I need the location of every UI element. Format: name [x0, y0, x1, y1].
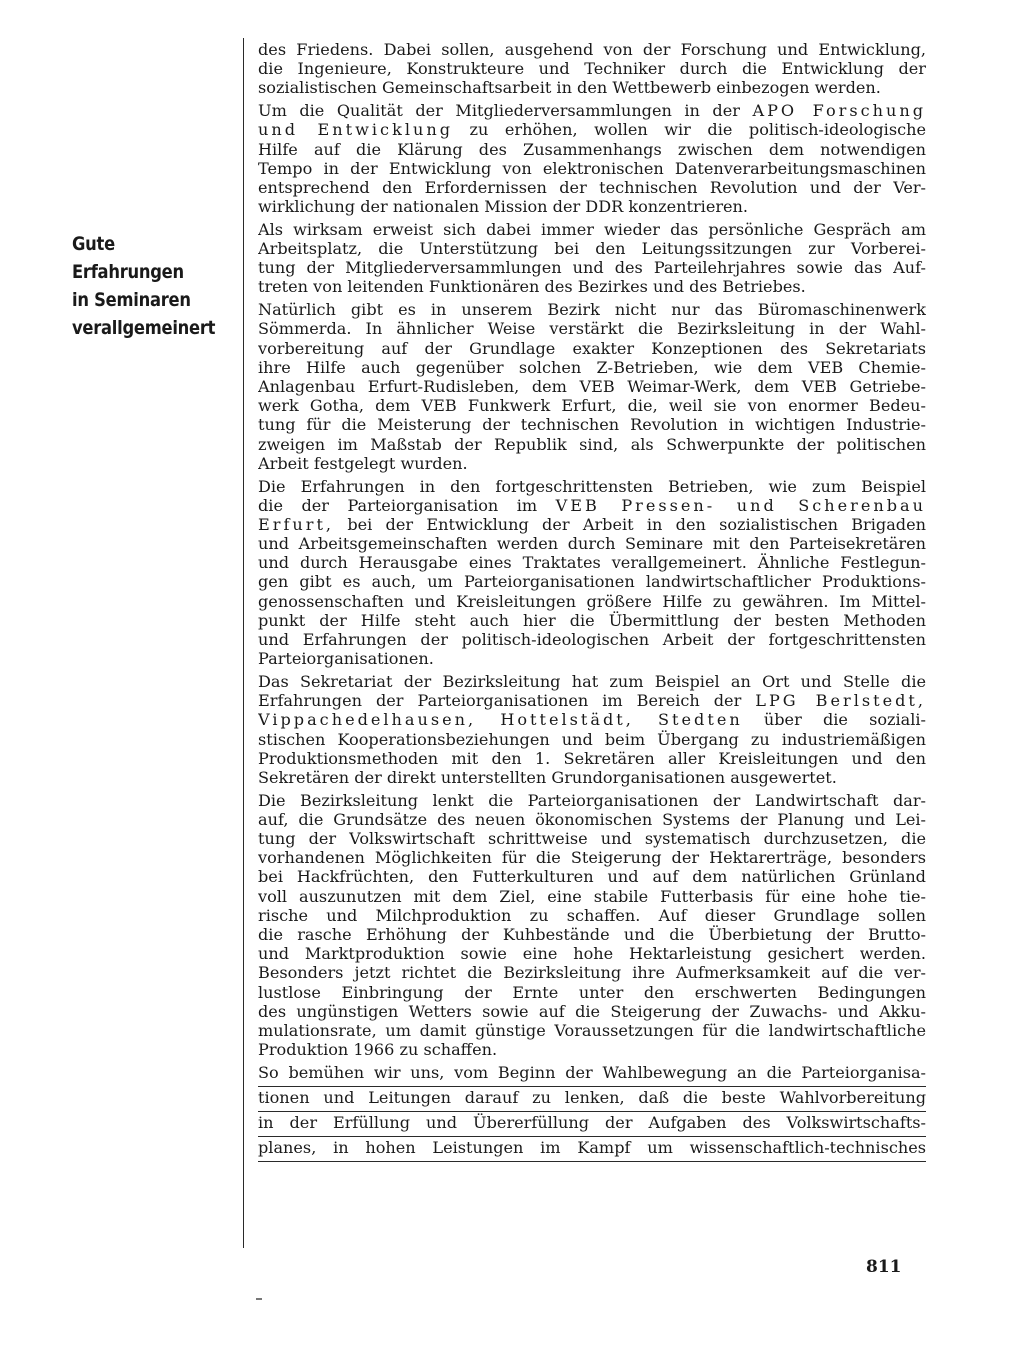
paragraph	[258, 300, 926, 473]
spaced-name: Vippachedelhausen, Hottelstädt, Stedten	[258, 710, 743, 730]
margin-heading-line: in Seminaren	[72, 289, 191, 311]
paragraph	[258, 220, 926, 297]
text-line: Erfahrungen der Parteiorganisationen im Bereich der LPG Berlstedt,	[258, 691, 926, 711]
text-line: Hilfe auf die Klärung des Zusammenhangs zwischen dem notwendigen	[258, 139, 926, 159]
text-line: werk Gotha, dem VEB Funkwerk Erfurt, die, weil sie von enormer Bedeu-	[258, 396, 926, 416]
text-line: Vippachedelhausen, Hottelstädt, Stedten über die soziali-	[258, 710, 926, 730]
text-line: So bemühen wir uns, vom Beginn der Wahlbewegung an die Parteiorganisa-	[258, 1063, 926, 1087]
text-line: Um die Qualität der Mitgliederversammlungen in der APO Forschung	[258, 101, 926, 121]
body-text-column	[258, 40, 926, 1166]
text-line: die Ingenieure, Konstrukteure und Techniker durch die Entwicklung der	[258, 59, 926, 79]
text-line: planes, in hohen Leistungen im Kampf um wissenschaftlich-technisches	[258, 1138, 926, 1162]
text-line: des Friedens. Dabei sollen, ausgehend von der Forschung und Entwicklung,	[258, 40, 926, 59]
text-line: Natürlich gibt es in unserem Bezirk nicht nur das Büromaschinenwerk	[258, 300, 926, 320]
text-line: Besonders jetzt richtet die Bezirksleitung ihre Aufmerksamkeit auf die ver-	[258, 963, 926, 983]
text-line: wirklichung der nationalen Mission der DDR konzentrieren.	[258, 197, 749, 217]
paragraph	[258, 477, 926, 669]
text-line: tionen und Leitungen darauf zu lenken, daß die beste Wahlvorbereitung	[258, 1088, 926, 1112]
text-line: Die Bezirksleitung lenkt die Parteiorganisationen der Landwirtschaft dar-	[258, 790, 926, 810]
text-line: tung für die Meisterung der technischen Revolution in wichtigen Industrie-	[258, 415, 926, 435]
text-line: und Erfahrungen der politisch-ideologischen Arbeit der fortgeschrittensten	[258, 630, 926, 649]
text-line: lustlose Einbringung der Ernte unter den erschwerten Bedingungen	[258, 982, 926, 1002]
text-line: des ungünstigen Wetters sowie auf die Steigerung der Zuwachs- und Akku-	[258, 1001, 926, 1021]
text-line: gen gibt es auch, um Parteiorganisationen landwirtschaftlicher Produktions-	[258, 572, 926, 592]
margin-heading	[72, 230, 216, 342]
text-line: vorbereitung auf der Grundlage exakter Konzeptionen des Sekretariats	[258, 338, 926, 358]
paragraph	[258, 1063, 926, 1162]
spaced-name: LPG Berlstedt,	[755, 691, 926, 711]
paragraph	[258, 672, 926, 787]
text-line: und Entwicklung zu erhöhen, wollen wir die politisch-ideologische	[258, 120, 926, 140]
text-line: sozialistischen Gemeinschaftsarbeit in den Wettbewerb einbezogen werden.	[258, 78, 881, 98]
text-line: die der Parteiorganisation im VEB Pressen- und Scherenbau	[258, 495, 926, 515]
text-line: Das Sekretariat der Bezirksleitung hat zum Beispiel an Ort und Stelle die	[258, 671, 926, 691]
text-line: Die Erfahrungen in den fortgeschrittensten Betrieben, wie zum Beispiel	[258, 476, 926, 496]
text-line: Anlagenbau Erfurt-Rudisleben, dem VEB Weimar-Werk, dem VEB Getriebe-	[258, 376, 926, 396]
text-line: und durch Herausgabe eines Traktates verallgemeinert. Ähnliche Festlegun-	[258, 553, 926, 573]
text-line: und Arbeitsgemeinschaften werden durch Seminare mit den Parteisekretären	[258, 534, 926, 554]
text-line: Arbeit festgelegt wurden.	[258, 453, 468, 473]
text-line: bei Hackfrüchten, den Futterkulturen und auf dem natürlichen Grünland	[258, 867, 926, 887]
column-divider-rule	[243, 38, 244, 1248]
text-line: Erfurt, bei der Entwicklung der Arbeit in den sozialistischen Brigaden	[258, 514, 926, 534]
paragraph	[258, 101, 926, 216]
spaced-name: und Entwicklung	[258, 120, 454, 140]
text-line: in der Erfüllung und Übererfüllung der Aufgaben des Volkswirtschafts-	[258, 1113, 926, 1137]
text-line: ihre Hilfe auch gegenüber solchen Z-Betrieben, wie dem VEB Chemie-	[258, 357, 926, 377]
text-line: auf, die Grundsätze des neuen ökonomischen Systems der Planung und Lei-	[258, 809, 926, 829]
margin-heading-line: Gute	[72, 233, 115, 255]
text-line: vorhandenen Möglichkeiten für die Steigerung der Hektarerträge, besonders	[258, 848, 926, 868]
text-line: tung der Mitgliederversammlungen und des Parteilehrjahres sowie das Auf-	[258, 258, 926, 278]
text-line: stischen Kooperationsbeziehungen und beim Übergang zu industriemäßigen	[258, 729, 926, 749]
text-line: entsprechend den Erfordernissen der technischen Revolution und der Ver-	[258, 177, 926, 197]
text-line: Sömmerda. In ähnlicher Weise verstärkt die Bezirksleitung in der Wahl-	[258, 319, 926, 339]
paragraph	[258, 791, 926, 1060]
text-line: genossenschaften und Kreisleitungen größere Hilfe zu gewähren. Im Mittel-	[258, 591, 926, 611]
text-line: tung der Volkswirtschaft schrittweise und systematisch durchzusetzen, die	[258, 829, 926, 849]
spaced-name: VEB Pressen- und Scherenbau	[555, 495, 926, 515]
margin-heading-line: Erfahrungen	[72, 261, 184, 283]
text-line: Tempo in der Entwicklung von elektronischen Datenverarbeitungsmaschinen	[258, 158, 926, 178]
text-line: Als wirksam erweist sich dabei immer wieder das persönliche Gespräch am	[258, 219, 926, 239]
spaced-name: Erfurt,	[258, 514, 335, 534]
text-line: punkt der Hilfe steht auch hier die Übermittlung der besten Methoden	[258, 610, 926, 630]
text-line: Arbeitsplatz, die Unterstützung bei den Leitungssitzungen zur Vorberei-	[258, 239, 926, 259]
paragraph	[258, 40, 926, 98]
text-line: und Marktproduktion sowie eine hohe Hektarleistung gesichert werden.	[258, 944, 926, 964]
text-line: rische und Milchproduktion zu schaffen. Auf dieser Grundlage sollen	[258, 905, 926, 925]
print-speck	[256, 1298, 262, 1300]
text-line: Sekretären der direkt unterstellten Grundorganisationen ausgewertet.	[258, 767, 837, 787]
text-line: Produktionsmethoden mit den 1. Sekretären aller Kreisleitungen und den	[258, 748, 926, 768]
text-line: mulationsrate, um damit günstige Voraussetzungen für die landwirtschaftliche	[258, 1020, 926, 1040]
text-line: treten von leitenden Funktionären des Bezirkes und des Betriebes.	[258, 277, 806, 297]
spaced-name: APO Forschung	[752, 101, 926, 121]
text-line: die rasche Erhöhung der Kuhbestände und die Überbietung der Brutto-	[258, 925, 926, 944]
text-line: voll auszunutzen mit dem Ziel, eine stabile Futterbasis für eine hohe tie-	[258, 886, 926, 906]
text-line: zweigen im Maßstab der Republik sind, als Schwerpunkte der politischen	[258, 434, 926, 454]
text-line: Parteiorganisationen.	[258, 649, 434, 669]
page-number: 811	[866, 1257, 902, 1277]
text-line: Produktion 1966 zu schaffen.	[258, 1040, 498, 1060]
margin-heading-line: verallgemeinert	[72, 317, 216, 339]
